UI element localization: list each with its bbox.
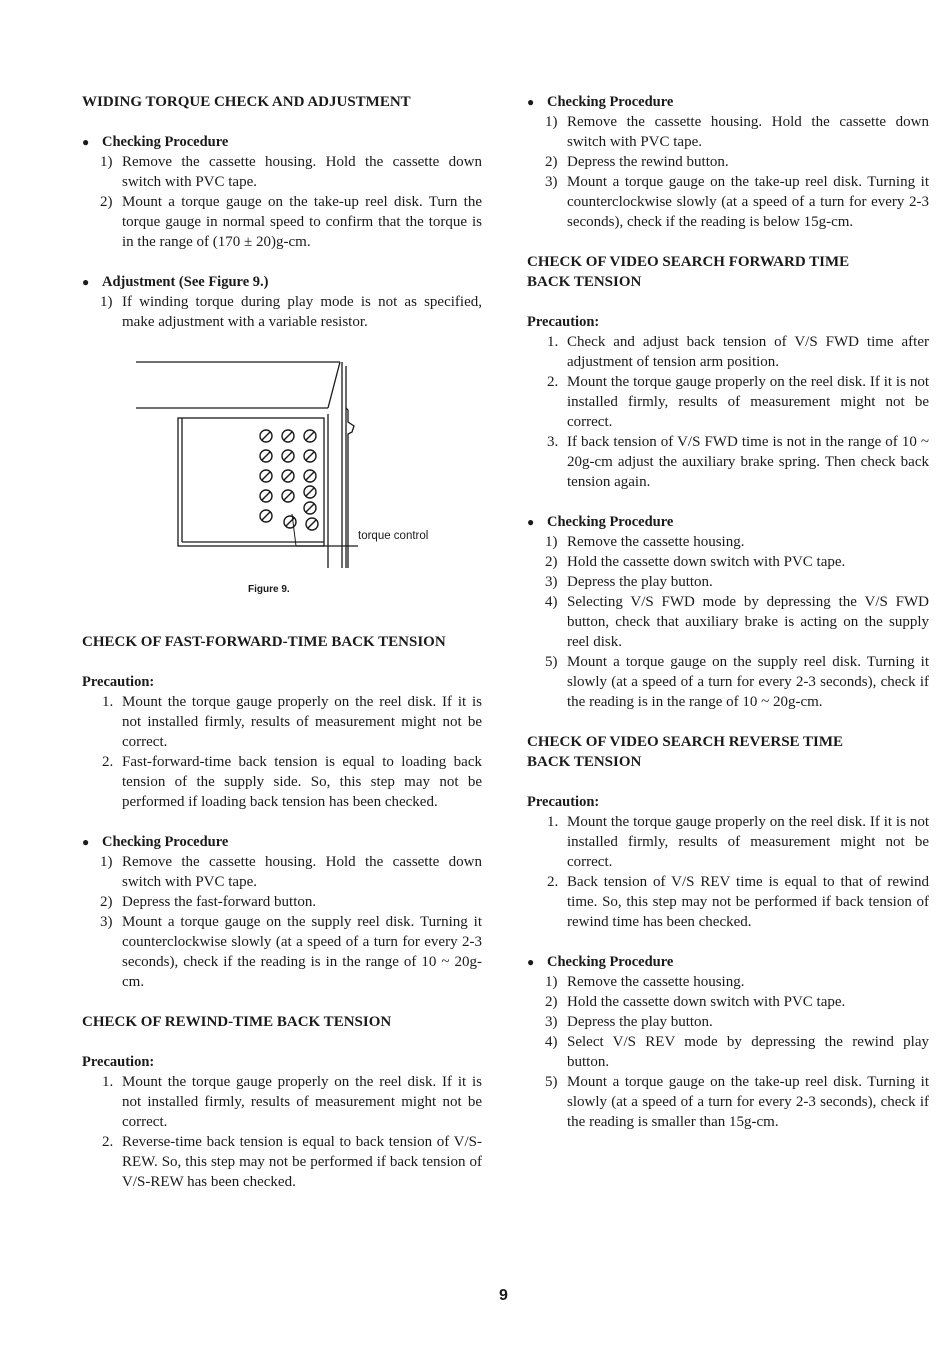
list-item: 1. Mount the torque gauge properly on the reel disk. If it is not installed firmly, results of measurement might not be correct. — [102, 1074, 482, 1130]
ff-checking-list — [82, 852, 482, 992]
rew-back-tension-heading: CHECK OF REWIND-TIME BACK TENSION — [82, 1014, 392, 1030]
vsfwd-checking-title: ● Checking Procedure — [527, 512, 929, 532]
list-item: 2) Depress the rewind button. — [545, 154, 729, 170]
list-item: 1) Remove the cassette housing. Hold the cassette down switch with PVC tape. — [545, 114, 929, 150]
vsrev-checking-list — [527, 972, 929, 1132]
vsrev-heading-line1: CHECK OF VIDEO SEARCH REVERSE TIME — [527, 734, 844, 750]
list-item: 1) Remove the cassette housing. — [545, 534, 745, 550]
vsrev-checking-title: ● Checking Procedure — [527, 952, 929, 972]
ff-checking-title: ● Checking Procedure — [82, 832, 482, 852]
list-item: 3) Mount a torque gauge on the supply reel disk. Turning it counterclockwise slowly (at a speed of a turn for every 2-3 seconds), check if the reading is in the range of 10 ~ 20g-cm. — [100, 914, 482, 990]
pot-grid — [260, 430, 318, 530]
list-item: 2. Back tension of V/S REV time is equal to that of rewind time. So, this step may not be performed if back tension of rewind time has been checked. — [547, 874, 929, 930]
vsfwd-precaution-title: Precaution: — [527, 314, 600, 330]
vsfwd-heading-line1: CHECK OF VIDEO SEARCH FORWARD TIME — [527, 254, 850, 270]
list-item: 3) Mount a torque gauge on the take-up reel disk. Turning it counterclockwise slowly (at a speed of a turn for every 2-3 seconds), check if the reading is below 15g-cm. — [545, 174, 929, 230]
winding-adjust-list — [82, 292, 482, 332]
list-item: 1. Mount the torque gauge properly on the reel disk. If it is not installed firmly, results of measurement might not be correct. — [102, 694, 482, 750]
list-item: 1) Remove the cassette housing. Hold the cassette down switch with PVC tape. — [100, 854, 482, 890]
winding-torque-heading: WIDING TORQUE CHECK AND ADJUSTMENT — [82, 94, 411, 110]
winding-checking-list — [82, 152, 482, 252]
figure-caption: Figure 9. — [248, 584, 290, 595]
list-item: 1) Remove the cassette housing. Hold the cassette down switch with PVC tape. — [100, 154, 482, 190]
list-item: 2) Depress the fast-forward button. — [100, 894, 317, 910]
list-item: 1) If winding torque during play mode is not as specified, make adjustment with a variable resistor. — [100, 294, 482, 330]
ff-back-tension-heading: CHECK OF FAST-FORWARD-TIME BACK TENSION — [82, 634, 446, 650]
vsrev-heading-line2: BACK TENSION — [527, 754, 642, 770]
list-item: 1. Mount the torque gauge properly on the reel disk. If it is not installed firmly, results of measurement might not be correct. — [547, 814, 929, 870]
list-item: 2. Mount the torque gauge properly on the reel disk. If it is not installed firmly, results of measurement might not be correct. — [547, 374, 929, 430]
list-item: 5) Mount a torque gauge on the take-up reel disk. Turning it slowly (at a speed of a turn for every 2-3 seconds), check if the reading is smaller than 15g-cm. — [545, 1074, 929, 1130]
ff-precaution-title: Precaution: — [82, 674, 155, 690]
vsfwd-checking-list — [527, 532, 929, 712]
list-item: 1) Remove the cassette housing. — [545, 974, 745, 990]
list-item: 2. Reverse-time back tension is equal to back tension of V/S-REW. So, this step may not be performed if back tension of V/S-REW has been checked. — [102, 1134, 482, 1190]
winding-checking-title: ● Checking Procedure — [82, 132, 482, 152]
figure-9 — [82, 342, 482, 632]
list-item: 3. If back tension of V/S FWD time is not in the range of 10 ~ 20g-cm adjust the auxiliary brake spring. Then check back tension again. — [547, 434, 929, 490]
rew-checking-list — [527, 112, 929, 232]
list-item: 2) Hold the cassette down switch with PVC tape. — [545, 554, 846, 570]
list-item: 3) Depress the play button. — [545, 574, 713, 590]
winding-adjust-title: ● Adjustment (See Figure 9.) — [82, 272, 482, 292]
ff-precaution-list — [82, 692, 482, 812]
left-column — [82, 92, 482, 1192]
list-item: 3) Depress the play button. — [545, 1014, 713, 1030]
list-item: 2. Fast-forward-time back tension is equal to loading back tension of the supply side. So, this step may not be performed if loading back tension has been checked. — [102, 754, 482, 810]
list-item: 2) Mount a torque gauge on the take-up reel disk. Turn the torque gauge in normal speed to confirm that the torque is in the range of (170 ± 20)g-cm. — [100, 194, 482, 250]
list-item: 1. Check and adjust back tension of V/S FWD time after adjustment of tension arm position. — [547, 334, 929, 370]
list-item: 4) Select V/S REV mode by depressing the rewind play button. — [545, 1034, 929, 1070]
list-item: 5) Mount a torque gauge on the supply reel disk. Turning it slowly (at a speed of a turn for every 2-3 seconds), check if the reading is in the range of 10 ~ 20g-cm. — [545, 654, 929, 710]
rew-precaution-title: Precaution: — [82, 1054, 155, 1070]
torque-control-label: torque control — [358, 530, 429, 542]
vsfwd-heading-line2: BACK TENSION — [527, 274, 642, 290]
vsrev-precaution-list — [527, 812, 929, 932]
list-item: 2) Hold the cassette down switch with PVC tape. — [545, 994, 846, 1010]
torque-control-diagram — [82, 342, 482, 612]
right-column — [527, 92, 929, 1132]
page-number: 9 — [499, 1287, 508, 1304]
rew-checking-title: ● Checking Procedure — [527, 92, 929, 112]
vsfwd-precaution-list — [527, 332, 929, 492]
rew-precaution-list — [82, 1072, 482, 1192]
vsrev-precaution-title: Precaution: — [527, 794, 600, 810]
list-item: 4) Selecting V/S FWD mode by depressing the V/S FWD button, check that auxiliary brake is acting on the supply reel disk. — [545, 594, 929, 650]
